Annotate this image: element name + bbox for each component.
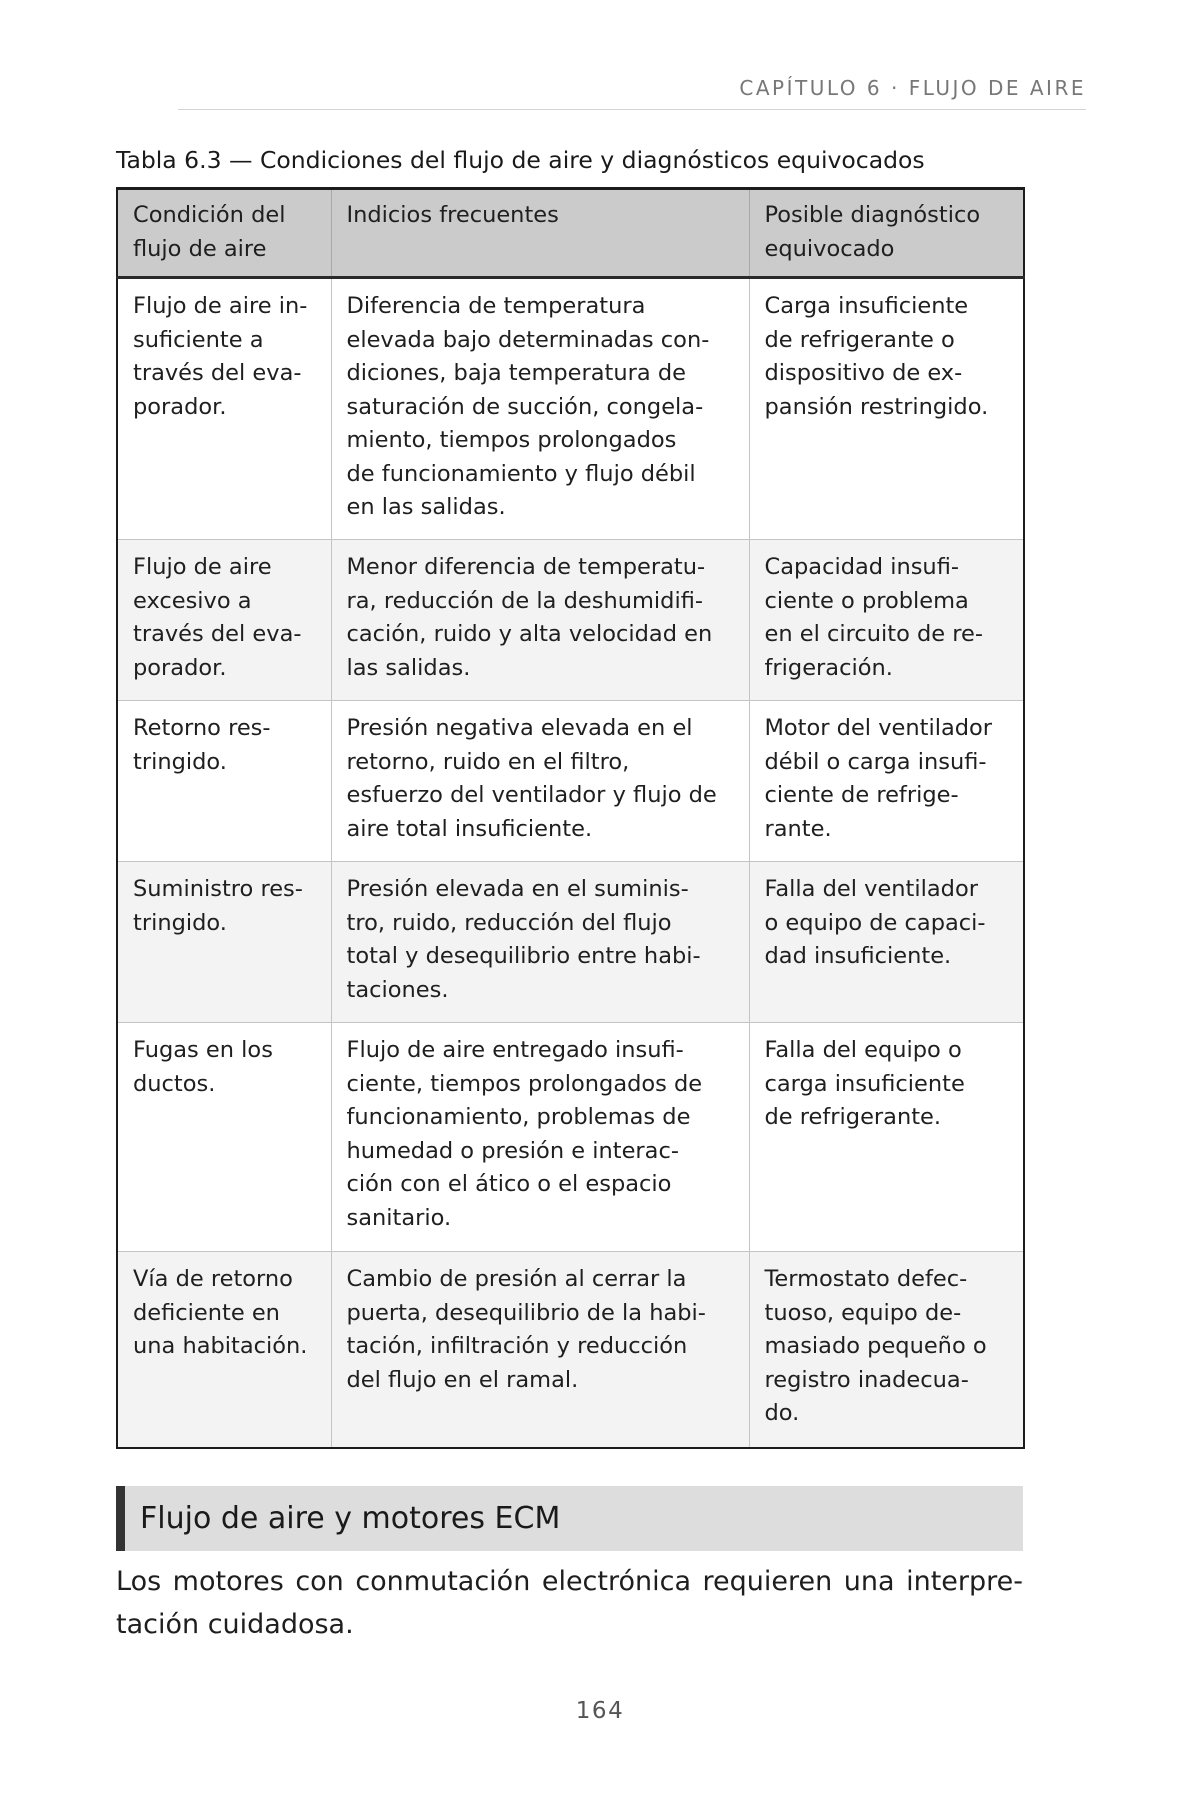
indications-cell <box>331 1023 749 1252</box>
table-row <box>117 540 1024 701</box>
cell-line: taciones. <box>346 976 449 1003</box>
table-row <box>117 278 1024 540</box>
cell-line: porador. <box>133 654 227 681</box>
cell-line: Presión negativa elevada en el <box>346 715 693 741</box>
cell-line: tro, ruido, reducción del flujo <box>346 909 672 936</box>
cell-line: elevada bajo determinadas con- <box>346 326 710 353</box>
cell-line: Motor del ventilador <box>764 715 993 741</box>
cell-line: Menor diferencia de temperatu- <box>346 554 706 580</box>
cell-line: total y desequilibrio entre habi- <box>346 943 701 969</box>
indications-cell <box>331 278 749 540</box>
cell-line: del flujo en el ramal. <box>346 1366 579 1393</box>
header-cell-indications <box>331 189 749 278</box>
cell-line: carga insuficiente <box>764 1070 965 1097</box>
cell-line: ción con el ático o el espacio <box>346 1171 672 1197</box>
cell-line: excesivo a <box>133 587 252 614</box>
cell-line: través del eva- <box>133 621 302 647</box>
cell-line: Flujo de aire entregado insufi- <box>346 1037 684 1063</box>
cell-line: Cambio de presión al cerrar la <box>346 1266 687 1292</box>
cell-line: saturación de succión, congela- <box>346 393 704 420</box>
misdiagnosis-cell <box>749 862 1024 1023</box>
cell-line: deficiente en <box>133 1299 280 1326</box>
cell-line: do. <box>764 1400 800 1426</box>
header-line: equivocado <box>764 235 895 262</box>
cell-line: Capacidad insufi- <box>764 554 959 580</box>
misdiagnosis-cell <box>749 278 1024 540</box>
header-line: Indicios frecuentes <box>346 202 559 228</box>
cell-line: Fugas en los <box>133 1037 273 1063</box>
misdiagnosis-cell <box>749 1023 1024 1252</box>
cell-line: tuoso, equipo de- <box>764 1299 962 1326</box>
indications-cell <box>331 1252 749 1448</box>
cell-line: Vía de retorno <box>133 1266 293 1292</box>
cell-line: tación, infiltración y reducción <box>346 1333 688 1359</box>
cell-line: ductos. <box>133 1070 216 1097</box>
cell-line: o equipo de capaci- <box>764 909 986 936</box>
condition-cell <box>117 540 331 701</box>
cell-line: en el circuito de re- <box>764 621 983 647</box>
running-head: CAPÍTULO 6 · FLUJO DE AIRE <box>739 76 1086 100</box>
cell-line: frigeración. <box>764 654 893 681</box>
cell-line: rante. <box>764 815 832 842</box>
body-paragraph: Los motores con conmutación electrónica requieren una interpre-tación cuidadosa. <box>116 1566 1023 1640</box>
condition-cell <box>117 1252 331 1448</box>
condition-cell <box>117 1023 331 1252</box>
header-line: Posible diagnóstico <box>764 202 981 228</box>
table-caption: Tabla 6.3 — Condiciones del flujo de aire y diagnósticos equivocados <box>116 146 925 174</box>
table-row <box>117 1252 1024 1448</box>
cell-line: aire total insuficiente. <box>346 815 593 842</box>
cell-line: registro inadecua- <box>764 1366 969 1393</box>
cell-line: sanitario. <box>346 1204 452 1231</box>
header-cell-condition <box>117 189 331 278</box>
cell-line: Suministro res- <box>133 876 303 902</box>
cell-line: Diferencia de temperatura <box>346 293 646 319</box>
cell-line: través del eva- <box>133 360 302 386</box>
cell-line: Retorno res- <box>133 715 271 741</box>
cell-line: dispositivo de ex- <box>764 360 963 386</box>
cell-line: Presión elevada en el suminis- <box>346 876 689 902</box>
cell-line: humedad o presión e interac- <box>346 1137 679 1164</box>
airflow-conditions-table <box>116 187 1025 1449</box>
indications-cell <box>331 701 749 862</box>
header-line: flujo de aire <box>133 235 267 262</box>
cell-line: pansión restringido. <box>764 393 989 420</box>
cell-line: porador. <box>133 393 227 420</box>
table-row <box>117 1023 1024 1252</box>
header-cell-misdiagnosis <box>749 189 1024 278</box>
misdiagnosis-cell <box>749 540 1024 701</box>
table-row <box>117 701 1024 862</box>
cell-line: dad insuficiente. <box>764 943 952 969</box>
cell-line: de refrigerante. <box>764 1104 942 1130</box>
cell-line: tringido. <box>133 909 227 936</box>
cell-line: retorno, ruido en el filtro, <box>346 748 630 775</box>
cell-line: Falla del equipo o <box>764 1037 962 1063</box>
page-number: 164 <box>575 1698 625 1724</box>
cell-line: Falla del ventilador <box>764 876 978 902</box>
condition-cell <box>117 862 331 1023</box>
cell-line: de funcionamiento y flujo débil <box>346 460 696 487</box>
cell-line: una habitación. <box>133 1333 308 1359</box>
cell-line: ciente, tiempos prolongados de <box>346 1070 703 1097</box>
misdiagnosis-cell <box>749 701 1024 862</box>
condition-cell <box>117 278 331 540</box>
cell-line: masiado pequeño o <box>764 1333 987 1359</box>
indications-cell <box>331 862 749 1023</box>
table-row <box>117 862 1024 1023</box>
cell-line: tringido. <box>133 748 227 775</box>
cell-line: ra, reducción de la deshumidifi- <box>346 587 703 614</box>
cell-line: esfuerzo del ventilador y flujo de <box>346 782 717 808</box>
indications-cell <box>331 540 749 701</box>
condition-cell <box>117 701 331 862</box>
section-heading: Flujo de aire y motores ECM <box>116 1486 1023 1551</box>
cell-line: de refrigerante o <box>764 326 955 353</box>
cell-line: ciente o problema <box>764 587 969 614</box>
header-rule <box>178 109 1086 110</box>
cell-line: puerta, desequilibrio de la habi- <box>346 1299 706 1326</box>
cell-line: débil o carga insufi- <box>764 748 987 775</box>
cell-line: Termostato defec- <box>764 1266 968 1292</box>
cell-line: Carga insuficiente <box>764 293 969 319</box>
cell-line: funcionamiento, problemas de <box>346 1104 691 1130</box>
cell-line: las salidas. <box>346 654 471 681</box>
cell-line: cación, ruido y alta velocidad en <box>346 621 713 647</box>
cell-line: miento, tiempos prolongados <box>346 427 677 453</box>
cell-line: Flujo de aire <box>133 554 272 580</box>
cell-line: suficiente a <box>133 326 264 353</box>
header-line: Condición del <box>133 202 286 228</box>
cell-line: Flujo de aire in- <box>133 293 308 319</box>
cell-line: en las salidas. <box>346 494 506 520</box>
cell-line: ciente de refrige- <box>764 782 959 808</box>
cell-line: diciones, baja temperatura de <box>346 360 686 386</box>
misdiagnosis-cell <box>749 1252 1024 1448</box>
table-header-row <box>117 189 1024 278</box>
